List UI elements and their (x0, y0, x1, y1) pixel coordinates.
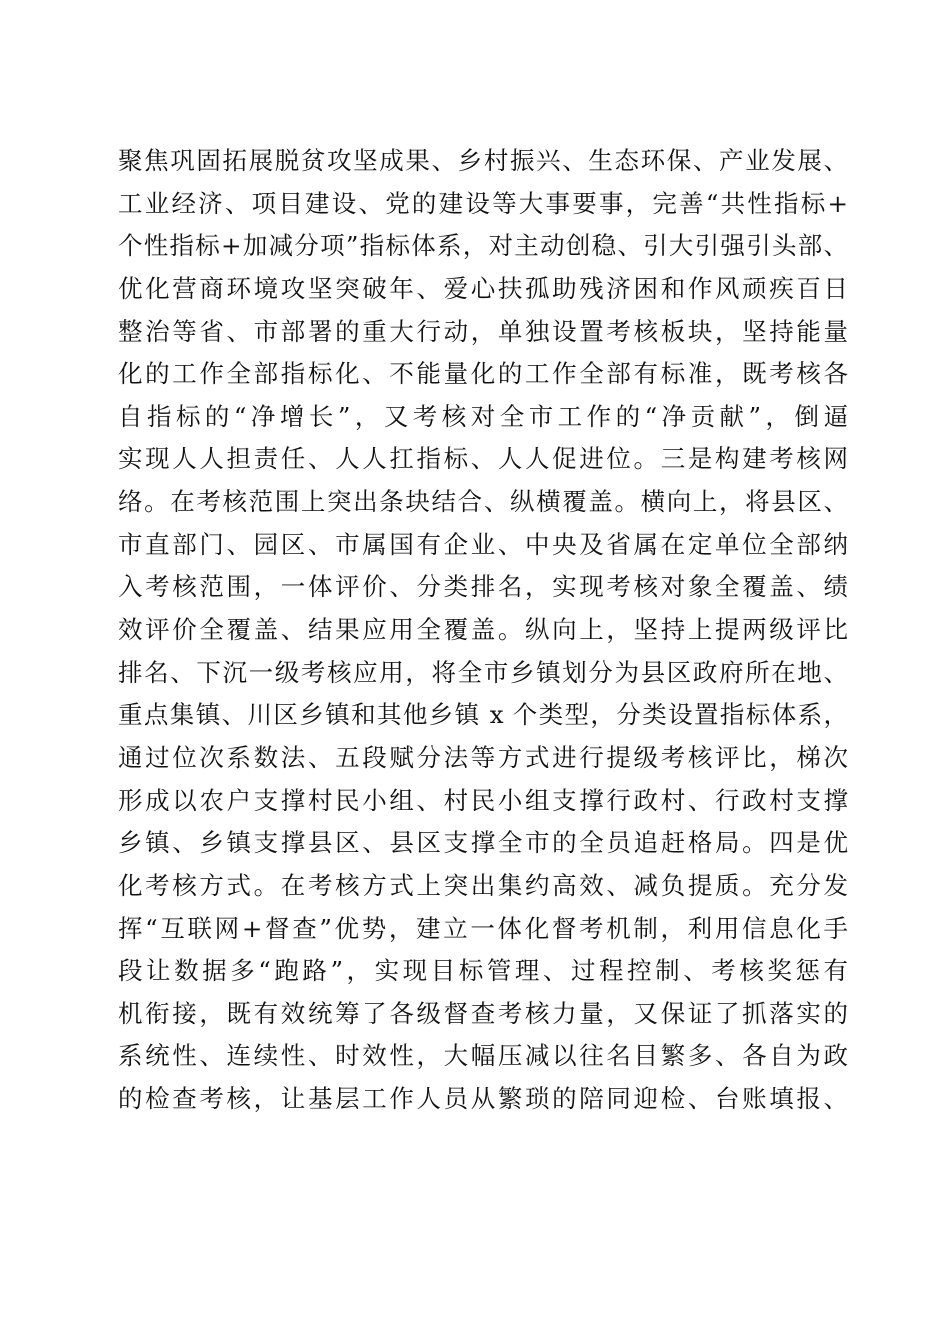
text-line-18: 化考核方式。在考核方式上突出集约高效、减负提质。充分发 (118, 870, 848, 900)
text-line-20: 段让数据多“跑路”，实现目标管理、过程控制、考核奖惩有 (118, 956, 848, 986)
text-line-7: 自指标的“净增长”，又考核对全市工作的“净贡献”，倒逼 (118, 401, 848, 431)
text-line-21: 机衔接，既有效统筹了各级督查考核力量，又保证了抓落实的 (118, 998, 848, 1028)
text-line-15: 通过位次系数法、五段赋分法等方式进行提级考核评比，梯次 (118, 742, 848, 772)
text-line-3: 个性指标+加减分项”指标体系，对主动创稳、引大引强引头部、 (118, 231, 848, 261)
text-line-22: 系统性、连续性、时效性，大幅压减以往名目繁多、各自为政 (118, 1041, 848, 1071)
text-line-6: 化的工作全部指标化、不能量化的工作全部有标准，既考核各 (118, 359, 848, 389)
text-line-16: 形成以农户支撑村民小组、村民小组支撑行政村、行政村支撑 (118, 785, 848, 815)
text-line-23: 的检查考核，让基层工作人员从繁琐的陪同迎检、台账填报、 (118, 1084, 848, 1114)
text-line-2: 工业经济、项目建设、党的建设等大事要事，完善“共性指标+ (118, 188, 848, 218)
text-line-10: 市直部门、园区、市属国有企业、中央及省属在定单位全部纳 (118, 529, 848, 559)
text-line-13: 排名、下沉一级考核应用，将全市乡镇划分为县区政府所在地、 (118, 657, 848, 687)
text-line-4: 优化营商环境攻坚突破年、爱心扶孤助残济困和作风顽疾百日 (118, 273, 848, 303)
body-text (118, 140, 848, 1121)
text-line-17: 乡镇、乡镇支撑县区、县区支撑全市的全员追赶格局。四是优 (118, 828, 848, 858)
text-line-11: 入考核范围，一体评价、分类排名，实现考核对象全覆盖、绩 (118, 572, 848, 602)
text-line-12: 效评价全覆盖、结果应用全覆盖。纵向上，坚持上提两级评比 (118, 615, 848, 645)
text-line-9: 络。在考核范围上突出条块结合、纵横覆盖。横向上，将县区、 (118, 487, 848, 517)
text-line-1: 聚焦巩固拓展脱贫攻坚成果、乡村振兴、生态环保、产业发展、 (118, 146, 848, 175)
text-line-19: 挥“互联网+督查”优势，建立一体化督考机制，利用信息化手 (118, 913, 848, 943)
text-line-8: 实现人人担责任、人人扛指标、人人促进位。三是构建考核网 (118, 444, 848, 474)
text-line-14: 重点集镇、川区乡镇和其他乡镇 x 个类型，分类设置指标体系， (118, 700, 848, 730)
text-line-5: 整治等省、市部署的重大行动，单独设置考核板块，坚持能量 (118, 316, 848, 346)
